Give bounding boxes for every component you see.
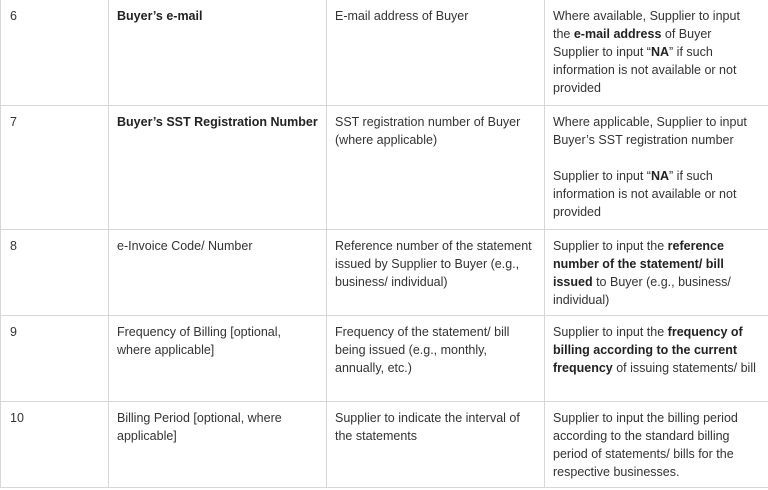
field-name: Buyer’s e-mail [109,0,327,106]
guidance-emphasis: NA [650,169,670,183]
field-name: e-Invoice Code/ Number [109,230,327,316]
guidance-text: Supplier to input “ [553,169,651,183]
guidance-emphasis: NA [650,45,670,59]
field-description: Reference number of the statement issued by Supplier to Buyer (e.g., business/ individual) [327,230,545,316]
guidance-text: to Buyer (e.g., business/ individual) [553,275,731,307]
row-number: 9 [1,316,109,402]
guidance-text: of issuing statements/ bill [612,361,756,375]
field-name: Billing Period [optional, where applicable] [109,402,327,488]
input-guidance [545,106,768,230]
guidance-text: Where available, Supplier to input the [553,9,740,41]
field-description: SST registration number of Buyer (where applicable) [327,106,545,230]
field-name: Buyer’s SST Registration Number [109,106,327,230]
guidance-text: Supplier to input the [553,325,668,339]
field-description: E-mail address of Buyer [327,0,545,106]
row-number: 8 [1,230,109,316]
input-guidance [545,230,768,316]
guidance-text: ” if such information is not available or not provided [553,169,737,219]
row-number: 10 [1,402,109,488]
guidance-text: Supplier to input the [553,239,668,253]
guidance-text: Supplier to input the billing period according to the standard billing period of statements/ bills for the respective businesses. [553,411,738,479]
table-row [1,316,768,402]
input-guidance [545,316,768,402]
guidance-emphasis: e-mail address [573,27,662,41]
guidance-emphasis: reference number of the statement/ bill issued [553,239,724,289]
input-guidance [545,0,768,106]
guidance-text: of Buyer Supplier to input “ [553,27,712,59]
table-row [1,402,768,488]
field-name: Frequency of Billing [optional, where applicable] [109,316,327,402]
field-description: Supplier to indicate the interval of the statements [327,402,545,488]
guidance-text: Where applicable, Supplier to input Buyer’s SST registration number [553,115,747,147]
table-row [1,0,768,106]
paragraph-gap [553,149,760,167]
field-description: Frequency of the statement/ bill being issued (e.g., monthly, annually, etc.) [327,316,545,402]
guidance-text: ” if such information is not available or not provided [553,45,737,95]
guidance-emphasis: frequency of billing according to the current frequency [553,325,743,375]
table-row [1,106,768,230]
row-number: 6 [1,0,109,106]
row-number: 7 [1,106,109,230]
input-guidance [545,402,768,488]
table-row [1,230,768,316]
